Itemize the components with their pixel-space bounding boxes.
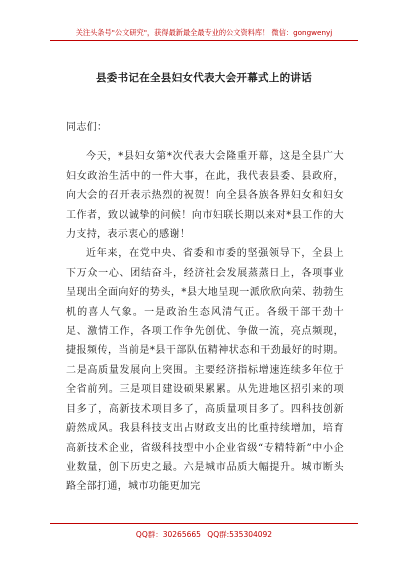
footer-divider: [50, 523, 358, 524]
qq-group-1: QQ群：30265665: [135, 530, 201, 539]
footer-banner: [0, 529, 408, 540]
paragraph-1: 今天，*县妇女第*次代表大会隆重开幕，这是全县广大妇女政治生活中的一件大事，在此，我代表县委、县政府，向大会的召开表示热烈的祝贺！向全县各族各界妇女和妇女工作者，致以诚挚的问候！向市妇联长期以来对*县工作的大力支持，表示衷心的感谢！: [66, 151, 344, 241]
greeting: 同志们：: [66, 122, 108, 133]
document-body: [66, 118, 344, 497]
header-divider: [50, 40, 358, 41]
document-title: 县委书记在全县妇女代表大会开幕式上的讲话: [96, 72, 312, 84]
header-banner: 关注头条号"公文研究"，获得最新最全最专业的公文资料库！ 微信：gongwenyj: [75, 28, 333, 37]
qq-group-2: QQ群:535304092: [207, 530, 273, 539]
paragraph-2: 近年来，在党中央、省委和市委的坚强领导下，全县上下万众一心、团结奋斗，经济社会发展蒸蒸日上，各项事业呈现出全面向好的势头，*县大地呈现一派欣欣向荣、勃勃生机的喜人气象。一是政治生态风清气正。各级干部干劲十足、激情工作，各项工作争先创优、争做一流，亮点频现，捷报频传，当前是*县干部队伍精神状态和干劲最好的时期。二是高质量发展向上突围。主要经济指标增速连续多年位于全省前列。三是项目建设硕果累累。从先进地区招引来的项目多了，高新技术项目多了，高质量项目多了。四科技创新蔚然成风。我县科技支出占财政支出的比重持续增加，培育高新技术企业，省级科技型中小企业省级“专精特新”中小企业数量，创下历史之最。六是城市品质大幅提升。城市断头路全部打通，城市功能更加完: [66, 248, 344, 493]
